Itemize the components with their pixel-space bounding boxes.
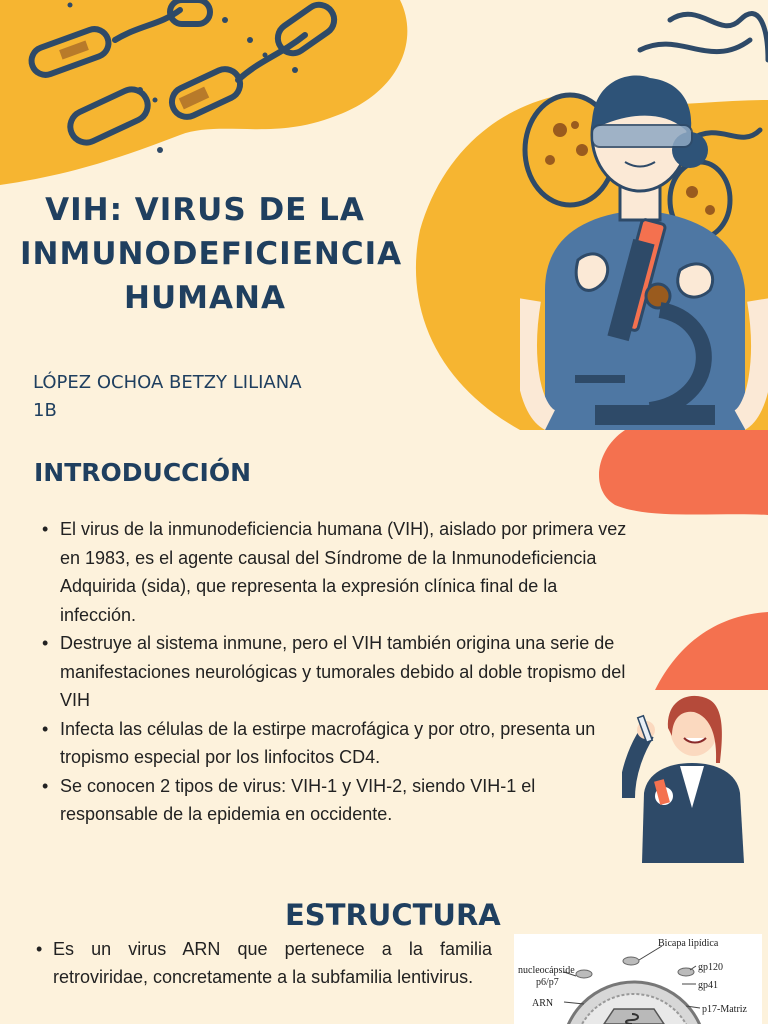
intro-list — [38, 515, 633, 829]
list-item: • Es un virus ARN que pertenece a la familia retroviridae, concretamente a la subfamilia lentivirus. — [34, 935, 492, 991]
title-line-1: VIH: VIRUS DE LA — [45, 192, 365, 228]
author-block — [33, 369, 302, 425]
diagram-label: gp41 — [698, 980, 718, 991]
hiv-virus-diagram — [514, 934, 762, 1024]
list-item: • Infecta las células de la estirpe macrofágica y por otro, presenta un tropismo especial por los linfocitos CD4. — [38, 715, 633, 772]
estructura-list — [34, 935, 492, 991]
diagram-label: Bicapa lipídica — [658, 938, 719, 949]
diagram-label: p17-Matriz — [702, 1004, 747, 1015]
diagram-label: gp120 — [698, 962, 723, 973]
list-item: • Se conocen 2 tipos de virus: VIH-1 y VIH-2, siendo VIH-1 el responsable de la epidemia en occidente. — [38, 772, 633, 829]
diagram-label: ARN — [532, 998, 554, 1009]
diagram-label: p6/p7 — [536, 977, 559, 988]
author-name: LÓPEZ OCHOA BETZY LILIANA — [33, 372, 302, 393]
estructura-heading: ESTRUCTURA — [285, 898, 501, 932]
document-title — [20, 188, 403, 320]
scientist-with-microscope — [520, 0, 768, 430]
intro-heading: INTRODUCCIÓN — [34, 458, 252, 487]
title-line-3: HUMANA — [124, 280, 286, 316]
list-item: • El virus de la inmunodeficiencia humana (VIH), aislado por primera vez en 1983, es el agente causal del Síndrome de la Inmunodeficiencia Adquirida (sida), que representa la expresión clínica final de la infección. — [38, 515, 633, 629]
author-group: 1B — [33, 400, 57, 421]
list-item: • Destruye al sistema inmune, pero el VIH también origina una serie de manifestaciones neurológicas y tumorales debido al doble tropismo del VIH — [38, 629, 633, 715]
bacteria-illustration — [20, 0, 340, 170]
diagram-label: nucleocápside — [518, 965, 575, 976]
scientist-with-test-tube — [622, 688, 752, 863]
title-line-2: INMUNODEFICIENCIA — [20, 236, 403, 272]
